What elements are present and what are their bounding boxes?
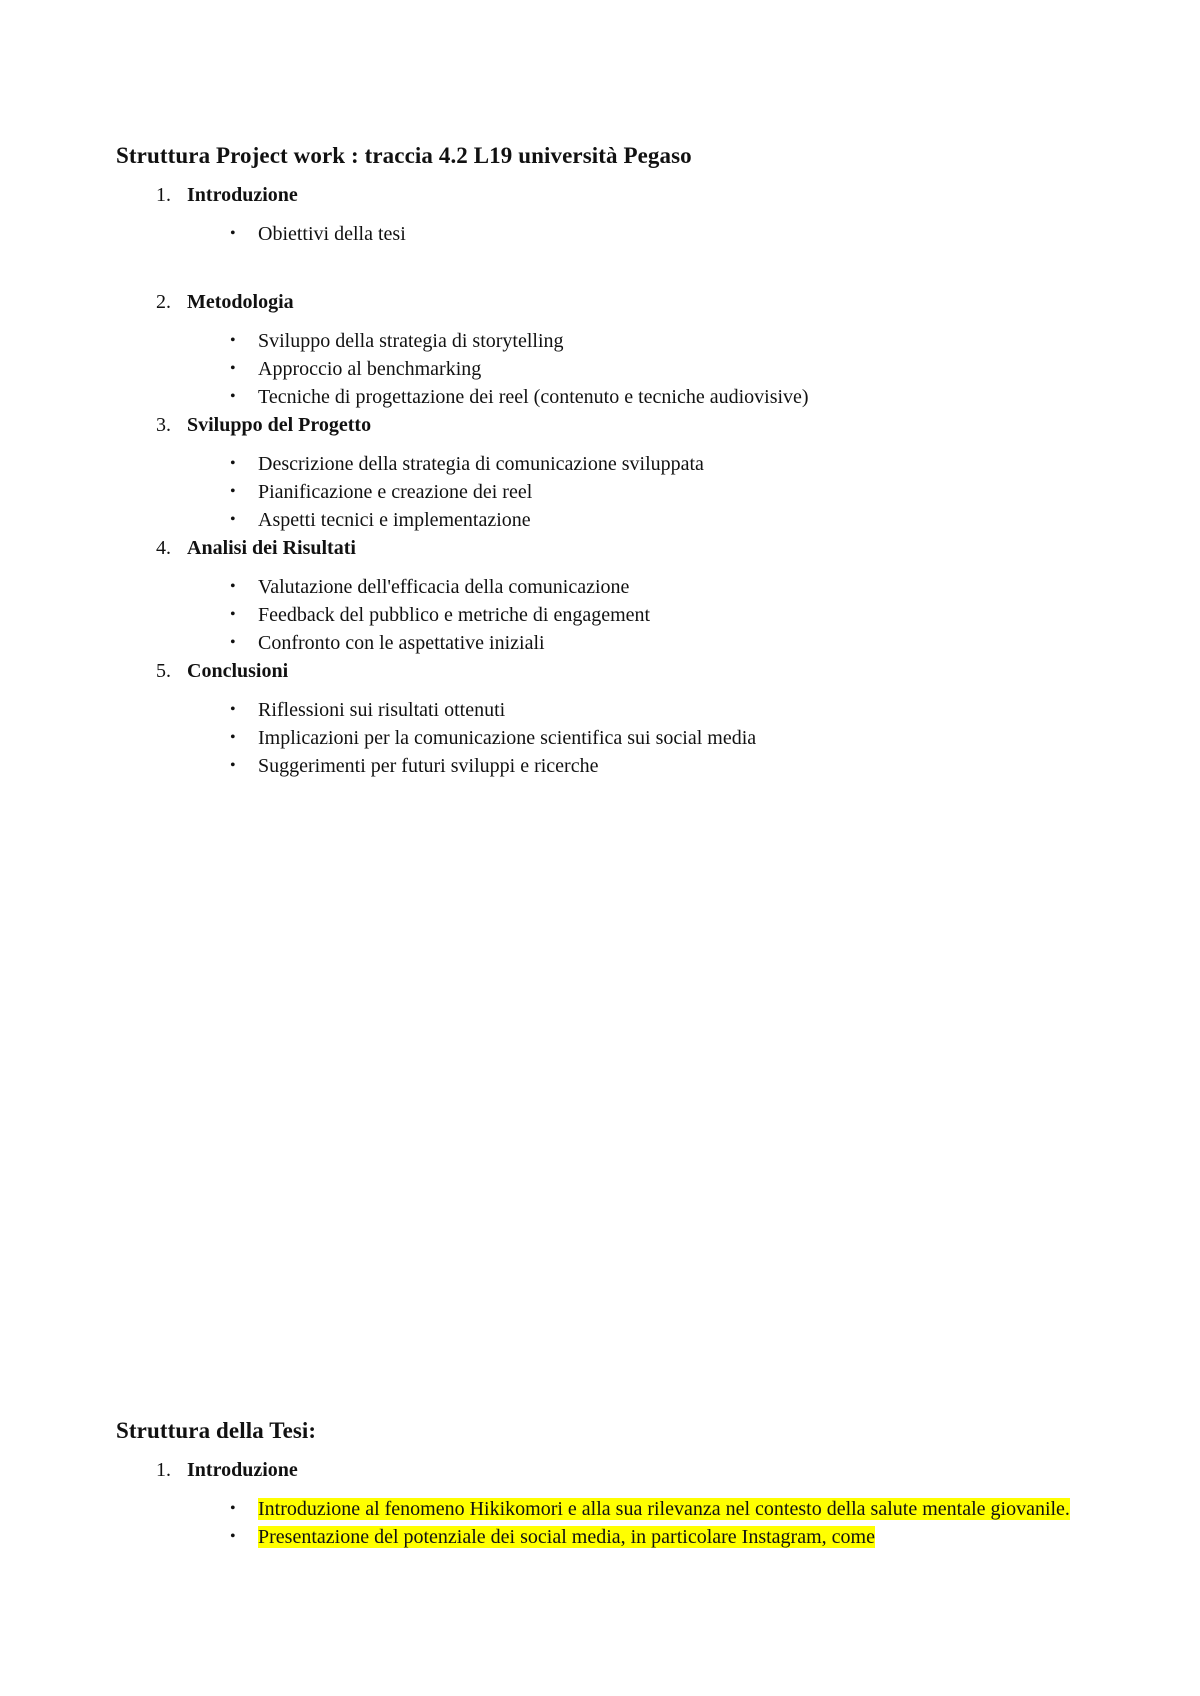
bullet-item: • Pianificazione e creazione dei reel (116, 478, 1088, 506)
item-number: 5. (156, 660, 171, 682)
bullet-item: • Obiettivi della tesi (116, 220, 1088, 248)
bullet-item: • Implicazioni per la comunicazione scientifica sui social media (116, 724, 1088, 752)
item-number: 1. (156, 184, 171, 206)
section-project-work (116, 141, 1116, 780)
bullet-icon: • (230, 332, 236, 349)
item-heading: Sviluppo del Progetto (187, 414, 372, 436)
list-item-introduzione (116, 181, 1116, 248)
bullet-item (116, 1495, 1088, 1523)
bullet-item: • Riflessioni sui risultati ottenuti (116, 696, 1088, 724)
bullet-icon: • (230, 1500, 236, 1517)
bullet-item: • Tecniche di progettazione dei reel (contenuto e tecniche audiovisive) (116, 383, 1088, 411)
bullet-icon: • (230, 606, 236, 623)
bullet-list (116, 696, 1116, 780)
bullet-icon: • (230, 388, 236, 405)
item-heading: Conclusioni (187, 660, 289, 682)
bullet-item: • Aspetti tecnici e implementazione (116, 506, 1088, 534)
bullet-icon: • (230, 511, 236, 528)
bullet-list (116, 327, 1116, 411)
bullet-item: • Approccio al benchmarking (116, 355, 1088, 383)
item-number: 4. (156, 537, 171, 559)
section-title: Struttura della Tesi: (116, 1418, 317, 1443)
bullet-list (116, 573, 1116, 657)
section-struttura-tesi (116, 1416, 1116, 1551)
bullet-item: • Confronto con le aspettative iniziali (116, 629, 1088, 657)
bullet-item: • Suggerimenti per futuri sviluppi e ricerche (116, 752, 1088, 780)
bullet-item (116, 1523, 1088, 1551)
bullet-icon: • (230, 483, 236, 500)
bullet-item: • Sviluppo della strategia di storytelling (116, 327, 1088, 355)
item-heading: Analisi dei Risultati (187, 537, 356, 559)
list-item-sviluppo-progetto (116, 411, 1116, 534)
item-heading: Metodologia (187, 291, 294, 313)
bullet-list (116, 1495, 1116, 1551)
bullet-item: • Valutazione dell'efficacia della comunicazione (116, 573, 1088, 601)
item-heading: Introduzione (187, 1459, 298, 1481)
bullet-icon: • (230, 1528, 236, 1545)
list-item-analisi-risultati (116, 534, 1116, 657)
item-number: 2. (156, 291, 171, 313)
item-heading: Introduzione (187, 184, 298, 206)
list-item-introduzione (116, 1456, 1116, 1551)
bullet-icon: • (230, 729, 236, 746)
bullet-icon: • (230, 578, 236, 595)
bullet-icon: • (230, 757, 236, 774)
bullet-item: • Feedback del pubblico e metriche di engagement (116, 601, 1088, 629)
bullet-icon: • (230, 360, 236, 377)
item-number: 1. (156, 1459, 171, 1481)
list-item-conclusioni (116, 657, 1116, 780)
bullet-icon: • (230, 455, 236, 472)
bullet-icon: • (230, 225, 236, 242)
bullet-item: • Descrizione della strategia di comunicazione sviluppata (116, 450, 1088, 478)
section-title: Struttura Project work : traccia 4.2 L19 università Pegaso (116, 143, 692, 168)
bullet-icon: • (230, 701, 236, 718)
highlighted-text: Introduzione al fenomeno Hikikomori e alla sua rilevanza nel contesto della salute mentale giovanile. (258, 1498, 1070, 1520)
highlighted-text: Presentazione del potenziale dei social media, in particolare Instagram, come (258, 1526, 875, 1548)
bullet-list (116, 220, 1116, 248)
bullet-list (116, 450, 1116, 534)
list-item-metodologia (116, 288, 1116, 411)
bullet-icon: • (230, 634, 236, 651)
item-number: 3. (156, 414, 171, 436)
